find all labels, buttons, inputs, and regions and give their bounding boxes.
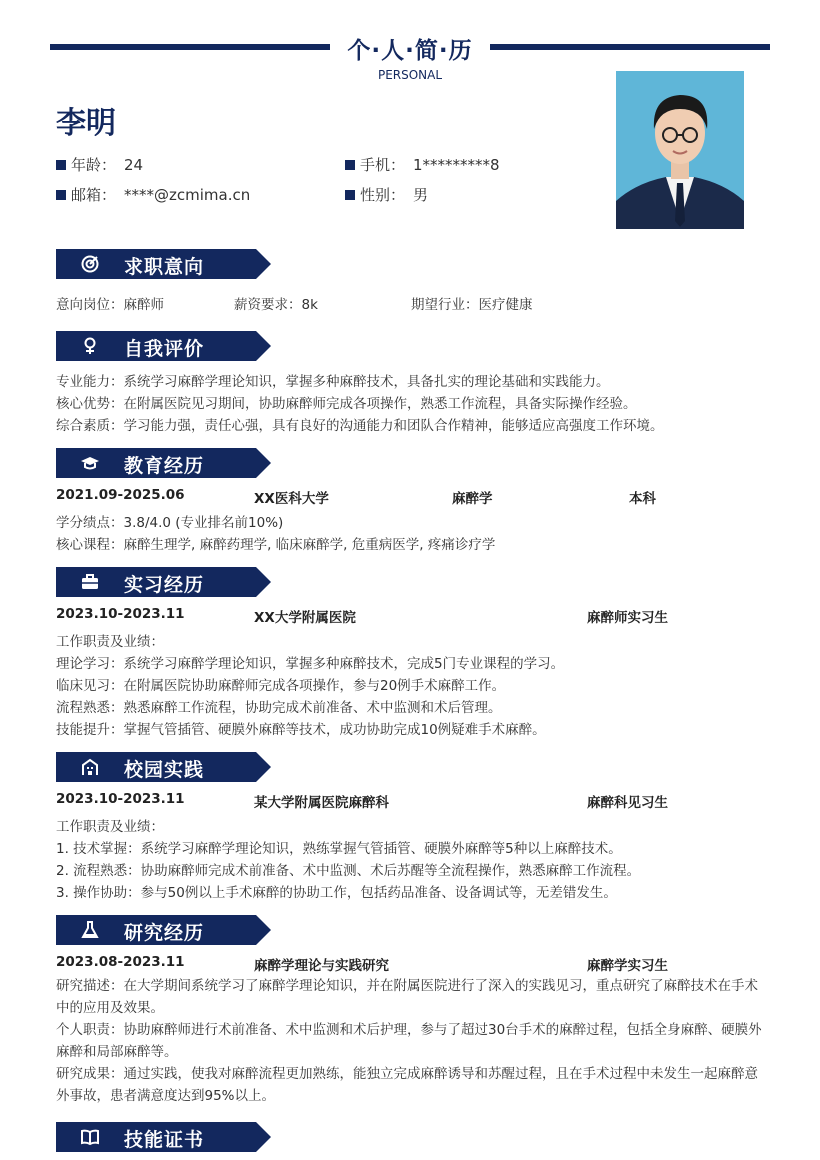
research-line: 个人职责：协助麻醉师进行术前准备、术中监测和术后护理，参与了超过30台手术的麻醉过程，包括全身麻醉、硬膜外麻醉和局部麻醉等。 [56,1022,762,1060]
bullet-square [56,160,66,170]
education-major: 麻醉学 [452,491,493,507]
phone-value: 1*********8 [413,156,500,174]
section-title: 研究经历 [124,922,205,944]
section-title: 技能证书 [124,1129,205,1151]
section-title: 校园实践 [124,759,205,781]
section-header-education [56,448,271,478]
section-header-internship [56,567,271,597]
section-title: 自我评价 [124,338,205,360]
header-line-right [490,44,770,50]
flower-icon [80,336,100,356]
target-icon [80,254,100,274]
internship-period: 2023.10-2023.11 [56,606,185,622]
section-header-skills [56,1122,271,1152]
bullet-square [345,160,355,170]
education-school: XX医科大学 [254,491,329,507]
email-row: 邮箱： ****@zcmima.cn [56,184,250,205]
section-header-job-intent [56,249,271,279]
campus-line: 工作职责及业绩： [56,819,164,835]
age-row: 年龄： 24 [56,154,143,175]
candidate-name: 李明 [56,106,116,141]
internship-line: 技能提升：掌握气管插管、硬膜外麻醉等技术，成功协助完成10例疑难手术麻醉。 [56,722,546,738]
campus-line: 1. 技术掌握：系统学习麻醉学理论知识，熟练掌握气管插管、硬膜外麻醉等5种以上麻醉技术。 [56,841,622,857]
bullet-square [345,190,355,200]
campus-role: 麻醉科见习生 [587,795,668,811]
education-period: 2021.09-2025.06 [56,487,185,503]
header-line-left [50,44,330,50]
research-line: 研究描述：在大学期间系统学习了麻醉学理论知识，并在附属医院进行了深入的实践见习，重点研究了麻醉技术在手术中的应用及效果。 [56,978,758,1016]
education-degree: 本科 [629,491,656,507]
campus-line: 3. 操作协助：参与50例以上手术麻醉的协助工作，包括药品准备、设备调试等，无差错发生。 [56,885,617,901]
intent-industry: 期望行业：医疗健康 [411,297,533,313]
campus-period: 2023.10-2023.11 [56,791,185,807]
section-title: 教育经历 [124,455,205,477]
self-line: 综合素质：学习能力强，责任心强，具有良好的沟通能力和团队合作精神，能够适应高强度工作环境。 [56,418,664,434]
internship-role: 麻醉师实习生 [587,610,668,626]
campus-org: 某大学附属医院麻醉科 [254,795,389,811]
intent-salary: 薪资要求：8k [234,297,318,313]
resume-subtitle: PERSONAL [377,68,443,82]
self-line: 核心优势：在附属医院见习期间，协助麻醉师完成各项操作，熟悉工作流程，具备实际操作经验。 [56,396,637,412]
building-icon [80,757,100,777]
research-org: 麻醉学理论与实践研究 [254,958,389,974]
education-line: 学分绩点：3.8/4.0 (专业排名前10%) [56,515,284,531]
profile-photo [616,71,744,229]
email-value: ****@zcmima.cn [124,186,251,204]
gender-row: 性别： 男 [345,184,428,205]
internship-line: 临床见习：在附属医院协助麻醉师完成各项操作，参与20例手术麻醉工作。 [56,678,506,694]
research-period: 2023.08-2023.11 [56,954,185,970]
bullet-square [56,190,66,200]
internship-line: 工作职责及业绩： [56,634,164,650]
section-header-research [56,915,271,945]
research-role: 麻醉学实习生 [587,958,668,974]
intent-position: 意向岗位：麻醉师 [56,297,164,313]
gender-value: 男 [413,186,429,204]
campus-line: 2. 流程熟悉：协助麻醉师完成术前准备、术中监测、术后苏醒等全流程操作，熟悉麻醉工作流程。 [56,863,641,879]
section-header-campus-practice [56,752,271,782]
briefcase-icon [80,572,100,592]
internship-org: XX大学附属医院 [254,610,356,626]
book-icon [80,1127,100,1147]
resume-title: 个·人·简·历 [347,38,473,64]
graduation-cap-icon [80,453,100,473]
internship-line: 流程熟悉：熟悉麻醉工作流程，协助完成术前准备、术中监测和术后管理。 [56,700,502,716]
section-title: 求职意向 [124,256,205,278]
age-value: 24 [124,156,144,174]
flask-icon [80,920,100,940]
research-line: 研究成果：通过实践，使我对麻醉流程更加熟练，能独立完成麻醉诱导和苏醒过程，且在手术过程中未发生一起麻醉意外事故，患者满意度达到95%以上。 [56,1066,758,1104]
internship-line: 理论学习：系统学习麻醉学理论知识，掌握多种麻醉技术，完成5门专业课程的学习。 [56,656,565,672]
section-title: 实习经历 [124,574,205,596]
phone-row: 手机： 1*********8 [345,154,500,175]
education-line: 核心课程：麻醉生理学, 麻醉药理学, 临床麻醉学, 危重病医学, 疼痛诊疗学 [56,537,496,553]
self-line: 专业能力：系统学习麻醉学理论知识，掌握多种麻醉技术，具备扎实的理论基础和实践能力。 [56,374,610,390]
section-header-self-evaluation [56,331,271,361]
